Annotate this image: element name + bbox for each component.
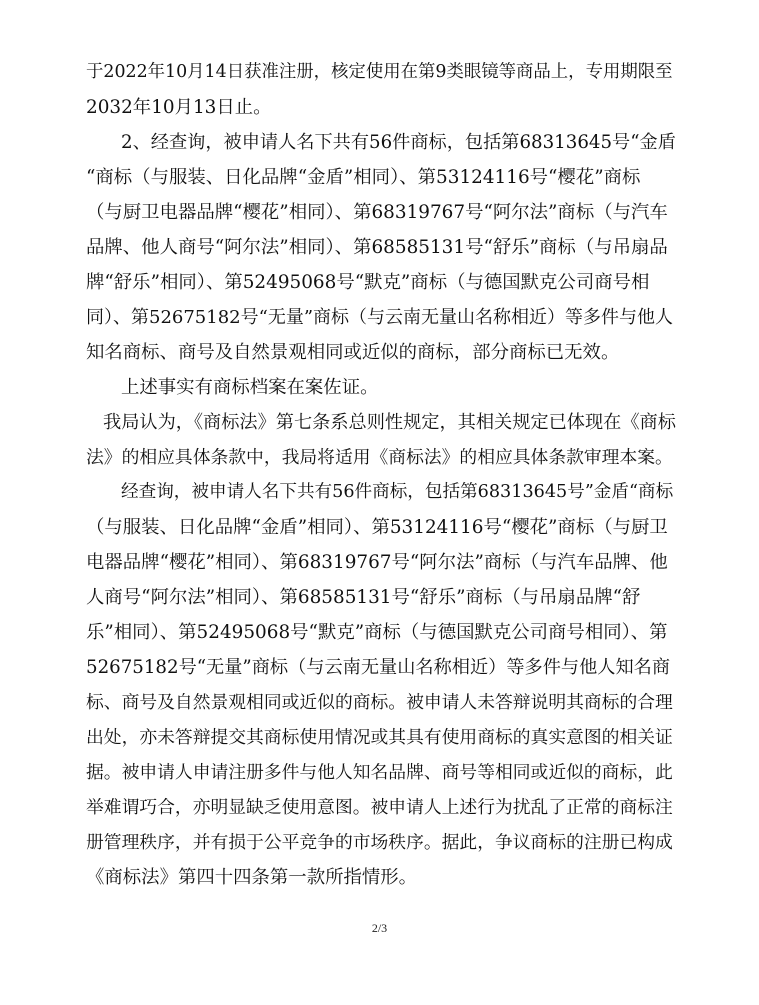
text-line: 举难谓巧合，亦明显缺乏使用意图。被申请人上述行为扰乱了正常的商标注 bbox=[86, 797, 673, 818]
text-line: 我局认为，《商标法》第七条系总则性规定，其相关规定已体现在《商标 bbox=[103, 412, 676, 433]
text-line: 法》的相应具体条款中，我局将适用《商标法》的相应具体条款审理本案。 bbox=[86, 447, 673, 468]
text-line: 经查询，被申请人名下共有56件商标，包括第68313645号”金盾“商标 bbox=[121, 482, 674, 502]
text-line: （与服装、日化品牌“金盾”相同）、第53124116号“樱花”商标（与厨卫 bbox=[86, 517, 668, 538]
text-line: 知名商标、商号及自然景观相同或近似的商标，部分商标已无效。 bbox=[86, 342, 620, 363]
text-line: 人商号“阿尔法”相同）、第68585131号“舒乐”商标（与吊扇品牌“舒 bbox=[86, 587, 641, 608]
text-line: 据。被申请人申请注册多件与他人知名品牌、商号等相同或近似的商标，此 bbox=[86, 762, 673, 783]
text-line: 同）、第52675182号“无量”商标（与云南无量山名称相近）等多件与他人 bbox=[86, 307, 674, 328]
text-line: 出处，亦未答辩提交其商标使用情况或其具有使用商标的真实意图的相关证 bbox=[86, 727, 673, 748]
text-line: 52675182号“无量”商标（与云南无量山名称相近）等多件与他人知名商 bbox=[86, 657, 671, 678]
page-number: 2/3 bbox=[371, 921, 388, 935]
text-line: 2、经查询，被申请人名下共有56件商标，包括第68313645号“金盾 bbox=[121, 132, 676, 153]
text-line: “商标（与服装、日化品牌“金盾”相同）、第53124116号“樱花”商标 bbox=[86, 167, 641, 188]
text-line: 《商标法》第四十四条第一款所指情形。 bbox=[86, 867, 418, 888]
text-line: 电器品牌“樱花”相同）、第68319767号“阿尔法”商标（与汽车品牌、他 bbox=[86, 552, 668, 573]
text-line: 册管理秩序，并有损于公平竞争的市场秩序。据此，争议商标的注册已构成 bbox=[86, 832, 673, 853]
text-line: （与厨卫电器品牌“樱花”相同）、第68319767号“阿尔法”商标（与汽车 bbox=[86, 202, 668, 223]
text-line: 牌“舒乐”相同）、第52495068号“默克”商标（与德国默克公司商号相 bbox=[86, 272, 650, 293]
text-line: 上述事实有商标档案在案佐证。 bbox=[121, 377, 379, 398]
text-line: 标、商号及自然景观相同或近似的商标。被申请人未答辩说明其商标的合理 bbox=[86, 692, 673, 713]
text-line: 品牌、他人商号“阿尔法”相同）、第68585131号“舒乐”商标（与吊扇品 bbox=[86, 237, 668, 258]
text-line: 乐”相同）、第52495068号“默克”商标（与德国默克公司商号相同）、第 bbox=[86, 622, 668, 643]
text-line: 2032年10月13日止。 bbox=[86, 97, 272, 118]
text-line: 于2022年10月14日获准注册，核定使用在第9类眼镜等商品上，专用期限至 bbox=[86, 62, 673, 82]
